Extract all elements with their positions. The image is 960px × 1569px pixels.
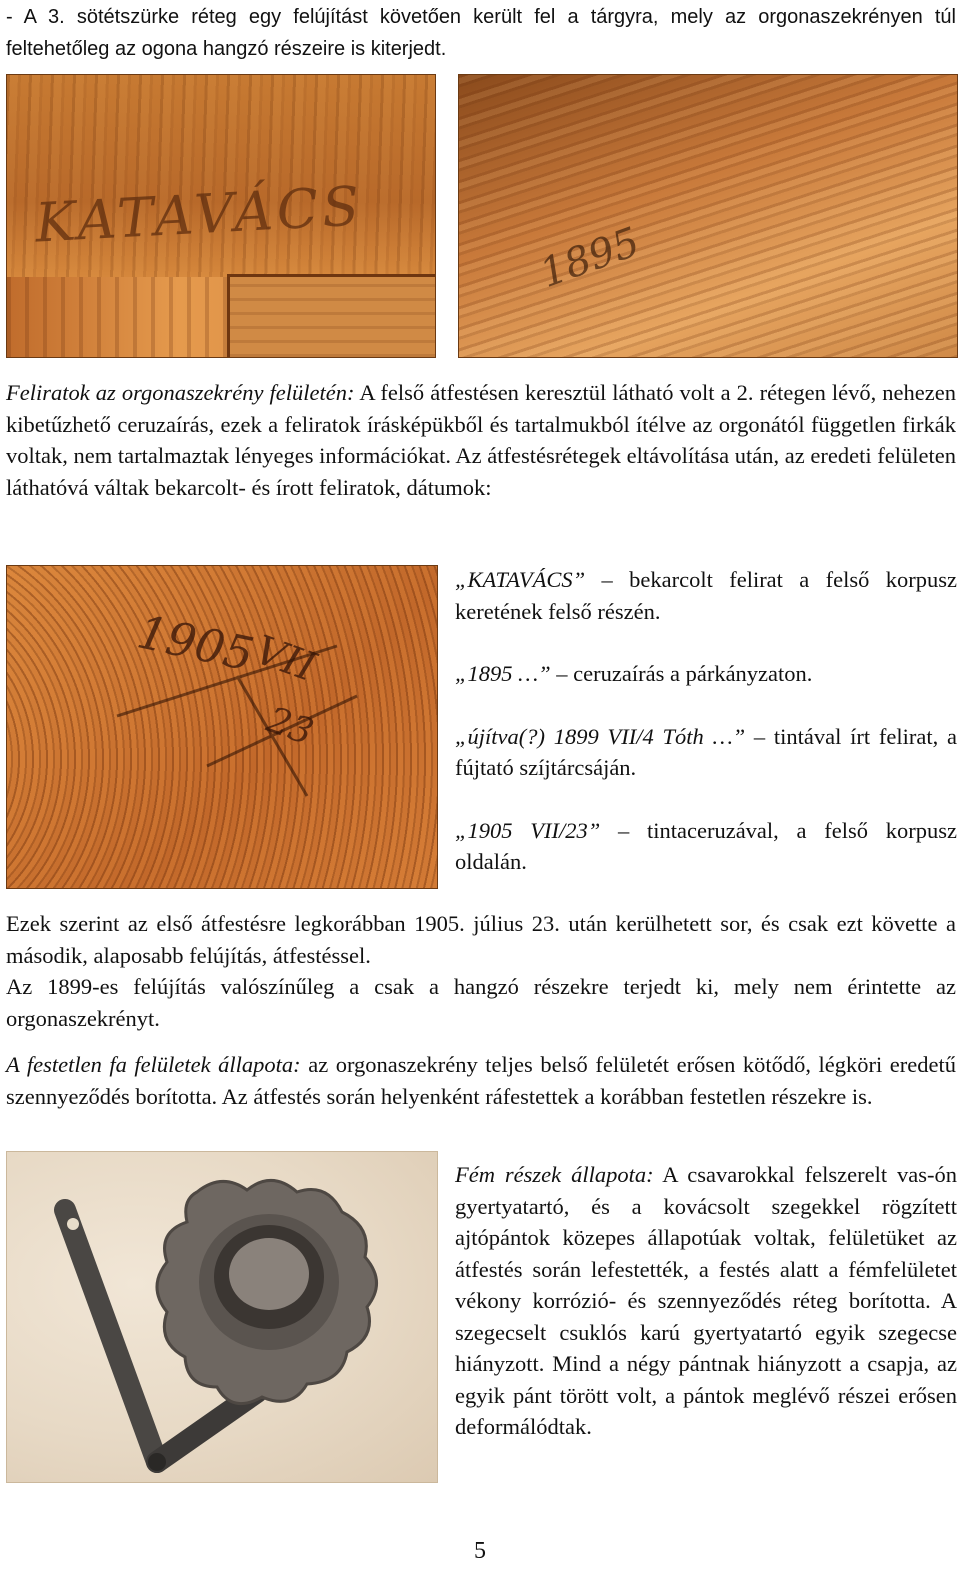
metal-parts-text: A csavarokkal felszerelt vas-ón gyertyatartó, és a kovácsolt szegekkel rögzített ajtópántok közepes állapotúak voltak, felületüket az átfestés során lefestették, a festés alatt a fémfelületet vékony korrózió- és szennyeződés réteg borította. A szegecselt csuklós karú gyertyatartó egyik szegecse hiányzott. Mind a négy pántnak hiányzott a csapja, az egyik pánt törött volt, a pántok meglévő részei erősen deformálódtak. (455, 1162, 957, 1439)
intro-paragraph (6, 2, 956, 65)
conclusion-line1: Ezek szerint az első átfestésre legkorábban 1905. július 23. után kerülhetett sor, és csak ezt követte a második, alaposabb felújítás, átfestéssel. (6, 911, 956, 968)
metal-parts-paragraph (455, 1159, 957, 1443)
ink-strokes (7, 566, 437, 888)
caption-1905-text: – tintaceruzával, a felső korpusz oldalán. (455, 817, 957, 874)
ink-1905-day: 23 (261, 699, 319, 754)
unpainted-wood-text: az orgonaszekrény teljes belső felületét erősen kötődő, légköri eredetű szennyeződés borította. Az átfestés során helyenként ráfestettek a korábban festetlen részekre is. (6, 1052, 956, 1109)
page-number: 5 (474, 1538, 486, 1564)
conclusion-line2: Az 1899-es felújítás valószínűleg a csak a hangzó részekre terjedt ki, mely nem érintette az orgonaszekrényt. (6, 974, 956, 1031)
metal-parts-label: Fém részek állapota: (455, 1162, 654, 1187)
ink-1905-year: 1905 (132, 604, 259, 682)
caption-1899 (455, 721, 957, 784)
caption-katavacs-text: – bekarcolt felirat a felső korpusz keretének felső részén. (455, 567, 957, 624)
pencil-1895-writing: 1895 (534, 218, 646, 298)
photo-katavacs-inscription (6, 74, 436, 358)
ink-1905-month: VII (248, 627, 322, 691)
inscriptions-label: Feliratok az orgonaszekrény felületén: (6, 380, 355, 405)
caption-1895-text: – ceruzaírás a párkányzaton. (550, 661, 813, 686)
caption-katavacs-label: „KATAVÁCS” (455, 567, 586, 592)
photo-candle-holder (6, 1151, 438, 1483)
caption-1899-text: – tintával írt felirat, a fújtató szíjtárcsáján. (455, 723, 957, 780)
caption-1899-label: „újítva(?) 1899 VII/4 Tóth …” (455, 723, 746, 749)
caption-katavacs (455, 564, 957, 627)
inscription-captions (455, 564, 957, 909)
unpainted-wood-paragraph (6, 1049, 956, 1112)
katavacs-carving: KATAVÁCS (33, 174, 365, 255)
photo-frame-corner-joint (227, 274, 436, 357)
photo-1895-inscription (458, 74, 958, 358)
photo-1905-inscription (6, 565, 438, 889)
caption-1905-label: „1905 VII/23” (455, 817, 601, 843)
caption-1895-label: „1895 …” (455, 661, 551, 686)
conclusion-paragraph (6, 908, 956, 1034)
inscriptions-text: A felső átfestésen keresztül látható volt a 2. rétegen lévő, nehezen kibetűzhető ceruzaírás, ezek a feliratok írásképükből és tartalmukból ítélve az orgonától független firkák voltak, nem tartalmaztak lényeges információkat. Az átfestésrétegek eltávolítása után, az eredeti felületen láthatóvá váltak bekarcolt- és írott feliratok, dátumok: (6, 380, 957, 500)
candle-holder-drawing (7, 1152, 437, 1482)
intro-text: - A 3. sötétszürke réteg egy felújítást követően került fel a tárgyra, mely az orgonaszekrényen túl feltehetőleg az ogona hangzó részeire is kiterjedt. (6, 6, 956, 60)
unpainted-wood-label: A festetlen fa felületek állapota: (6, 1052, 301, 1077)
inscriptions-paragraph (6, 377, 956, 503)
caption-1895 (455, 658, 957, 690)
caption-1905 (455, 815, 957, 878)
